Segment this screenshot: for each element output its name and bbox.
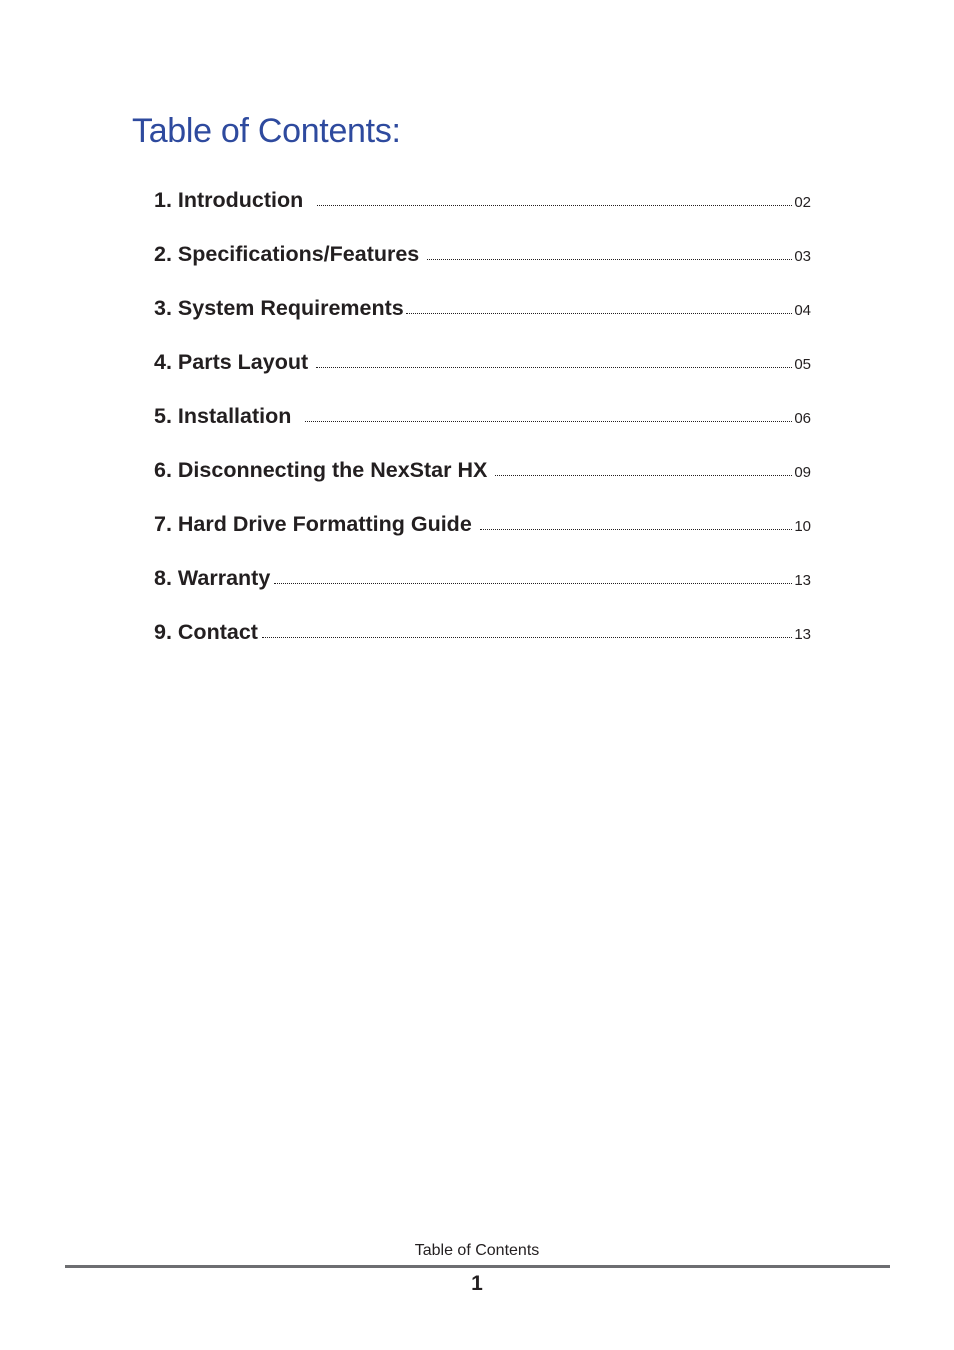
toc-entry-page: 05 [794, 356, 811, 373]
dot-leader [317, 204, 792, 206]
table-of-contents [154, 188, 811, 674]
dot-leader [495, 474, 792, 476]
toc-entry-contact[interactable] [154, 620, 811, 674]
toc-entry-formatting-guide[interactable] [154, 512, 811, 566]
toc-entry-parts-layout[interactable] [154, 350, 811, 404]
toc-entry-system-requirements[interactable] [154, 296, 811, 350]
toc-entry-page: 06 [794, 410, 811, 427]
toc-entry-page: 10 [794, 518, 811, 535]
toc-entry-specifications[interactable] [154, 242, 811, 296]
toc-entry-label: 1. Introduction [154, 188, 304, 212]
toc-entry-label: 6. Disconnecting the NexStar HX [154, 458, 488, 482]
toc-entry-label: 9. Contact [154, 620, 258, 644]
footer-divider [65, 1265, 890, 1268]
toc-entry-label: 5. Installation [154, 404, 292, 428]
dot-leader [316, 366, 792, 368]
toc-entry-installation[interactable] [154, 404, 811, 458]
toc-entry-introduction[interactable] [154, 188, 811, 242]
dot-leader [262, 636, 792, 638]
dot-leader [274, 582, 792, 584]
toc-entry-label: 4. Parts Layout [154, 350, 309, 374]
toc-entry-page: 04 [794, 302, 811, 319]
toc-entry-page: 02 [794, 194, 811, 211]
toc-entry-label: 7. Hard Drive Formatting Guide [154, 512, 472, 536]
toc-entry-page: 13 [794, 572, 811, 589]
toc-entry-page: 13 [794, 626, 811, 643]
dot-leader [427, 258, 792, 260]
dot-leader [480, 528, 793, 530]
page-number: 1 [471, 1272, 483, 1295]
toc-entry-label: 8. Warranty [154, 566, 271, 590]
dot-leader [406, 312, 793, 314]
toc-entry-page: 03 [794, 248, 811, 265]
toc-entry-label: 3. System Requirements [154, 296, 404, 320]
footer-section-label: Table of Contents [414, 1242, 540, 1259]
dot-leader [305, 420, 792, 422]
toc-entry-page: 09 [794, 464, 811, 481]
toc-entry-warranty[interactable] [154, 566, 811, 620]
page-title: Table of Contents: [132, 112, 401, 150]
toc-entry-disconnecting[interactable] [154, 458, 811, 512]
toc-entry-label: 2. Specifications/Features [154, 242, 420, 266]
